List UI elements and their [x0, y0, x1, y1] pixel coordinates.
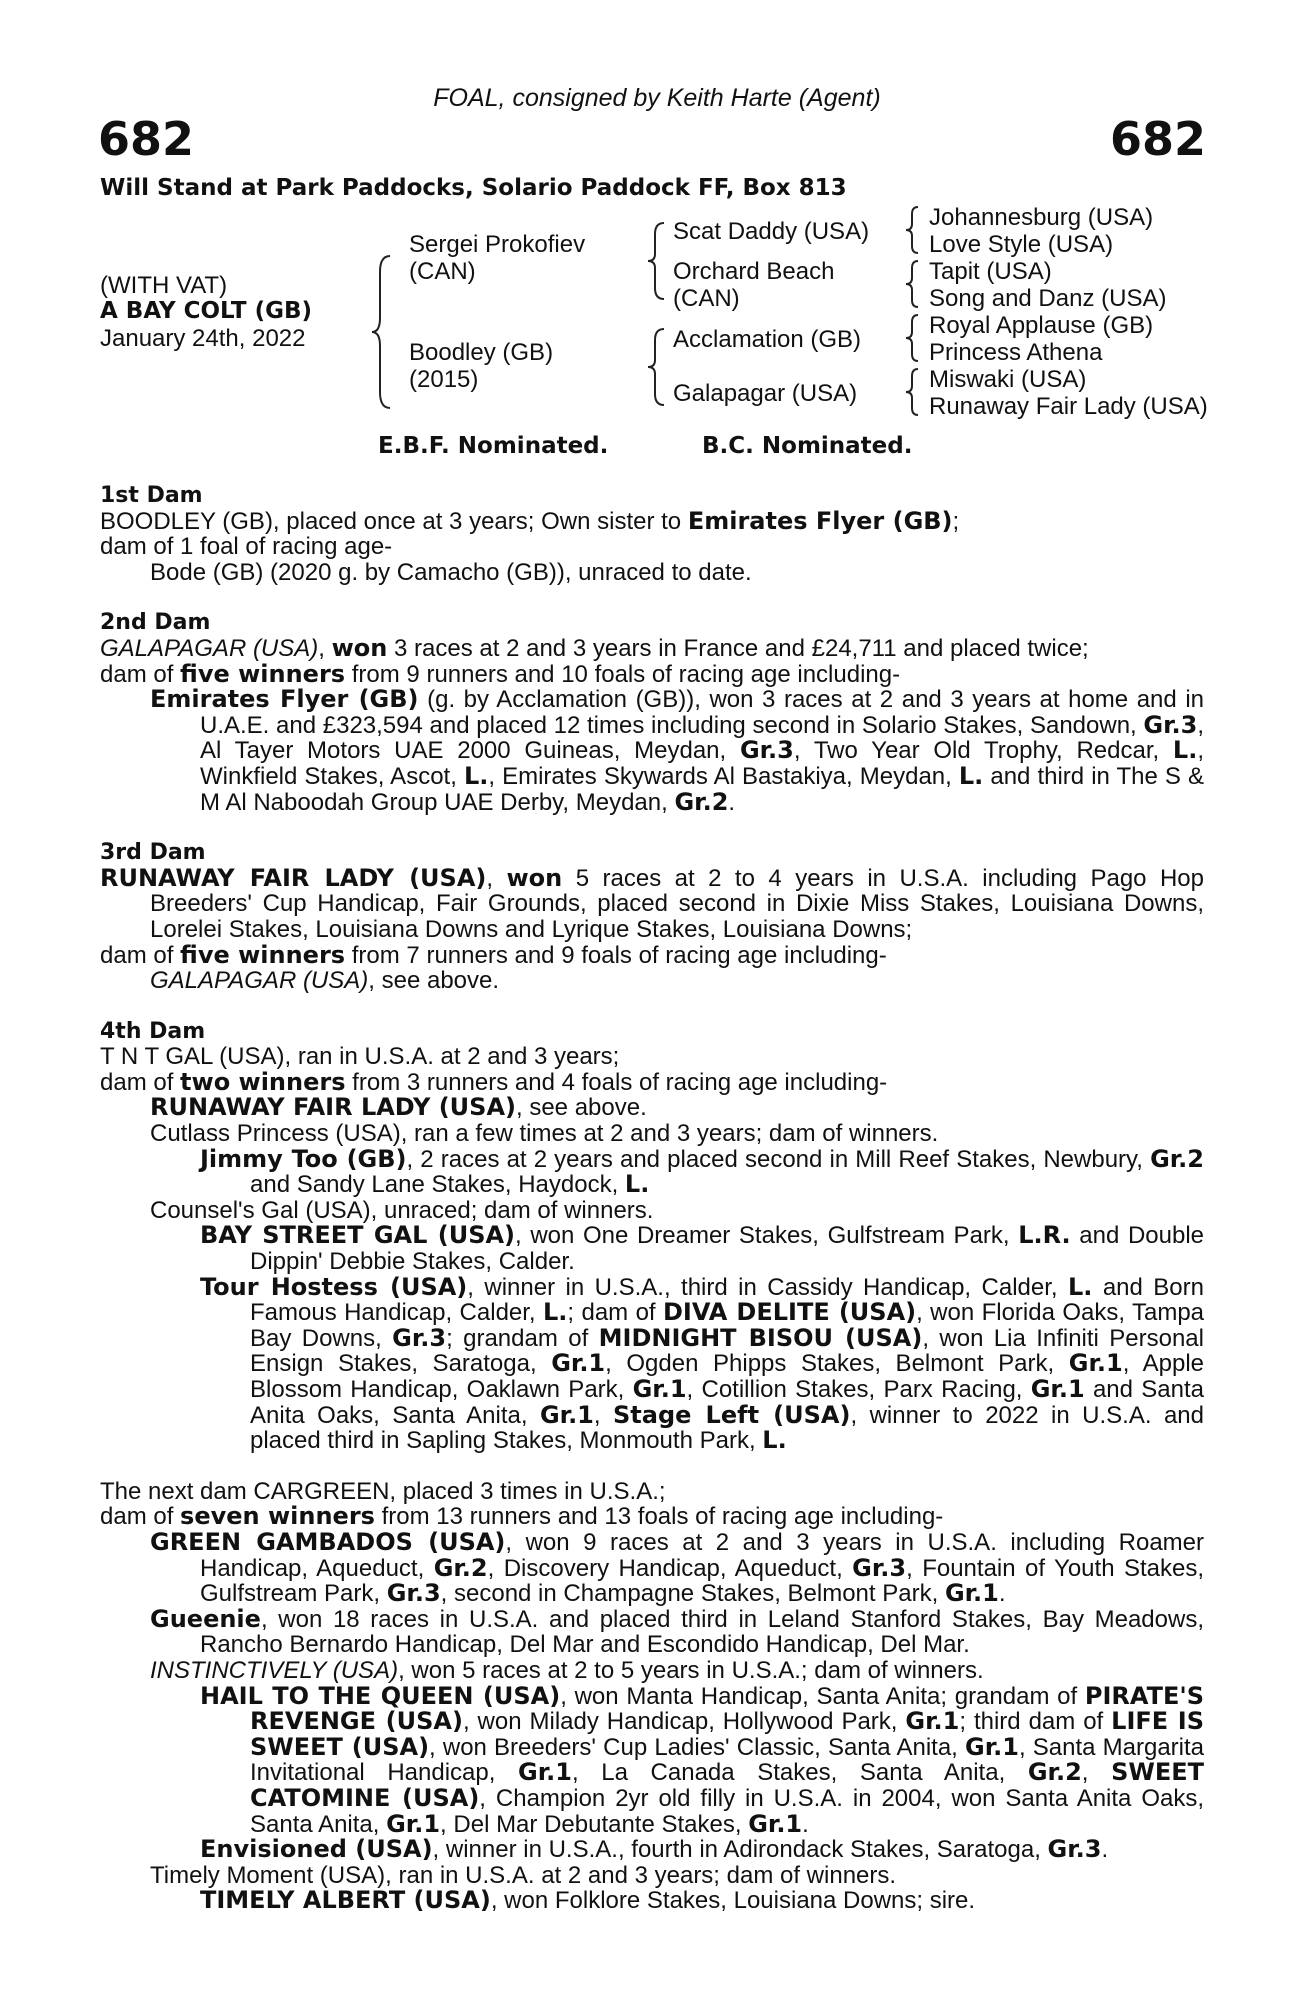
pedigree-g2: Love Style (USA) — [929, 231, 1114, 258]
third-dam-line: RUNAWAY FAIR LADY (USA), won 5 races at 2 to 4 years in U.S.A. including Pago Hop Breeders' Cup Handicap, Fair Grounds, placed second in Dixie Miss Stakes, Louisiana Downs, Lorelei Stakes, Louisiana Downs and Lyrique Stakes, Louisiana Downs; — [100, 863, 1205, 943]
pedigree-brace-gen1 — [370, 252, 396, 412]
second-dam-progeny: Emirates Flyer (GB) (g. by Acclamation (GB)), won 3 races at 2 and 3 years at home and in U.A.E. and £323,594 and placed 12 times including second in Solario Stakes, Sandown, Gr.3, Al Tayer Motors UAE 2000 Guineas, Meydan, Gr.3, Two Year Old Trophy, Redcar, L., Winkfield Stakes, Ascot, L., Emirates Skywards Al Bastakiya, Meydan, L. and third in The S & M Al Naboodah Group UAE Derby, Meydan, Gr.2. — [150, 685, 1205, 816]
third-dam-produce-line: dam of five winners from 7 runners and 9 foals of racing age including- — [100, 940, 887, 969]
pedigree-brace-g4 — [904, 366, 922, 418]
stand-location: Will Stand at Park Paddocks, Solario Paddock FF, Box 813 — [100, 175, 847, 201]
pedigree-g6: Princess Athena — [929, 339, 1103, 366]
progeny-hail-to-the-queen: HAIL TO THE QUEEN (USA), won Manta Handicap, Santa Anita; grandam of PIRATE'S REVENGE (USA), won Milady Handicap, Hollywood Park, Gr.1; third dam of LIFE IS SWEET (USA), won Breeders' Cup Ladies' Classic, Santa Anita, Gr.1, Santa Margarita Invitational Handicap, Gr.1, La Canada Stakes, Santa Anita, Gr.2, SWEET CATOMINE (USA), Champion 2yr old filly in U.S.A. in 2004, won Santa Anita Oaks, Santa Anita, Gr.1, Del Mar Debutante Stakes, Gr.1. — [200, 1681, 1205, 1838]
pedigree-g3: Tapit (USA) — [929, 258, 1052, 285]
pedigree-brace-g3 — [904, 312, 922, 364]
foaling-date: January 24th, 2022 — [100, 325, 306, 352]
pedigree-sire-dam: Orchard Beach (CAN) — [673, 258, 835, 312]
progeny-timely-albert: TIMELY ALBERT (USA), won Folklore Stakes, Louisiana Downs; sire. — [200, 1886, 976, 1915]
progeny-instinctively: INSTINCTIVELY (USA), won 5 races at 2 to 5 years in U.S.A.; dam of winners. — [150, 1656, 984, 1684]
pedigree-dam-dam: Galapagar (USA) — [673, 380, 858, 407]
horse-name: A BAY COLT (GB) — [100, 298, 313, 324]
fourth-dam-line: T N T GAL (USA), ran in U.S.A. at 2 and 3 years; — [100, 1043, 620, 1071]
fourth-dam-progeny-counsel: Counsel's Gal (USA), unraced; dam of winners. — [150, 1196, 654, 1224]
second-dam-produce-line: dam of five winners from 9 runners and 10 foals of racing age including- — [100, 659, 901, 688]
second-dam-heading: 2nd Dam — [100, 610, 211, 636]
bc-nomination: B.C. Nominated. — [702, 433, 913, 459]
lot-number-right: 682 — [1109, 112, 1206, 166]
pedigree-g5: Royal Applause (GB) — [929, 312, 1154, 339]
pedigree-brace-sire — [646, 220, 668, 302]
consignor-line: FOAL, consigned by Keith Harte (Agent) — [433, 84, 881, 112]
pedigree-sire-sire: Scat Daddy (USA) — [673, 218, 870, 245]
next-dam-produce-line: dam of seven winners from 13 runners and 13 foals of racing age including- — [100, 1502, 944, 1531]
first-dam-foal: Bode (GB) (2020 g. by Camacho (GB)), unraced to date. — [150, 558, 752, 586]
pedigree-dam-sire: Acclamation (GB) — [673, 326, 862, 353]
progeny-tour-hostess: Tour Hostess (USA), winner in U.S.A., third in Cassidy Handicap, Calder, L. and Born Famous Handicap, Calder, L.; dam of DIVA DELITE (USA), won Florida Oaks, Tampa Bay Downs, Gr.3; grandam of MIDNIGHT BISOU (USA), won Lia Infiniti Personal Ensign Stakes, Saratoga, Gr.1, Ogden Phipps Stakes, Belmont Park, Gr.1, Apple Blossom Handicap, Oaklawn Park, Gr.1, Cotillion Stakes, Parx Racing, Gr.1 and Santa Anita Oaks, Santa Anita, Gr.1, Stage Left (USA), winner to 2022 in U.S.A. and placed third in Sapling Stakes, Monmouth Park, L. — [200, 1272, 1205, 1455]
pedigree-sire: Sergei Prokofiev (CAN) — [409, 231, 586, 285]
progeny-timely-moment: Timely Moment (USA), ran in U.S.A. at 2 and 3 years; dam of winners. — [150, 1861, 897, 1889]
progeny-jimmy-too: Jimmy Too (GB), 2 races at 2 years and placed second in Mill Reef Stakes, Newbury, Gr.2 and Sandy Lane Stakes, Haydock, L. — [200, 1144, 1204, 1199]
next-dam-line: The next dam CARGREEN, placed 3 times in U.S.A.; — [100, 1477, 666, 1505]
vat-note: (WITH VAT) — [100, 272, 228, 299]
third-dam-heading: 3rd Dam — [100, 840, 206, 866]
first-dam-line: BOODLEY (GB), placed once at 3 years; Own sister to Emirates Flyer (GB); — [100, 506, 960, 535]
progeny-envisioned: Envisioned (USA), winner in U.S.A., fourth in Adirondack Stakes, Saratoga, Gr.3. — [200, 1835, 1109, 1864]
pedigree-g7: Miswaki (USA) — [929, 366, 1087, 393]
progeny-bay-street-gal: BAY STREET GAL (USA), won One Dreamer Stakes, Gulfstream Park, L.R. and Double Dippin' Debbie Stakes, Calder. — [200, 1221, 1204, 1276]
pedigree-g1: Johannesburg (USA) — [929, 204, 1154, 231]
pedigree-brace-dam — [646, 326, 668, 408]
fourth-dam-progeny-cutlass: Cutlass Princess (USA), ran a few times at 2 and 3 years; dam of winners. — [150, 1120, 939, 1148]
second-dam-line: GALAPAGAR (USA), won 3 races at 2 and 3 years in France and £24,711 and placed twice; — [100, 633, 1089, 662]
third-dam-progeny: GALAPAGAR (USA), see above. — [150, 967, 500, 995]
ebf-nomination: E.B.F. Nominated. — [378, 433, 609, 459]
pedigree-g4: Song and Danz (USA) — [929, 285, 1167, 312]
pedigree-g8: Runaway Fair Lady (USA) — [929, 393, 1208, 420]
pedigree-brace-g1 — [904, 204, 922, 256]
fourth-dam-progeny-runaway: RUNAWAY FAIR LADY (USA), see above. — [150, 1093, 647, 1122]
progeny-gueenie: Gueenie, won 18 races in U.S.A. and placed third in Leland Stanford Stakes, Bay Meadows, Rancho Bernardo Handicap, Del Mar and Escondido Handicap, Del Mar. — [150, 1604, 1204, 1659]
progeny-green-gambados: GREEN GAMBADOS (USA), won 9 races at 2 and 3 years in U.S.A. including Roamer Handicap, Aqueduct, Gr.2, Discovery Handicap, Aqueduct, Gr.3, Fountain of Youth Stakes, Gulfstream Park, Gr.3, second in Champagne Stakes, Belmont Park, Gr.1. — [150, 1527, 1205, 1608]
fourth-dam-heading: 4th Dam — [100, 1018, 206, 1044]
first-dam-produce-line: dam of 1 foal of racing age- — [100, 533, 393, 561]
fourth-dam-produce-line: dam of two winners from 3 runners and 4 foals of racing age including- — [100, 1067, 888, 1096]
lot-number-left: 682 — [98, 112, 195, 166]
pedigree-dam: Boodley (GB) (2015) — [409, 339, 554, 393]
dam-details — [100, 483, 1204, 1914]
first-dam-heading: 1st Dam — [100, 483, 203, 508]
pedigree-brace-g2 — [904, 258, 922, 310]
